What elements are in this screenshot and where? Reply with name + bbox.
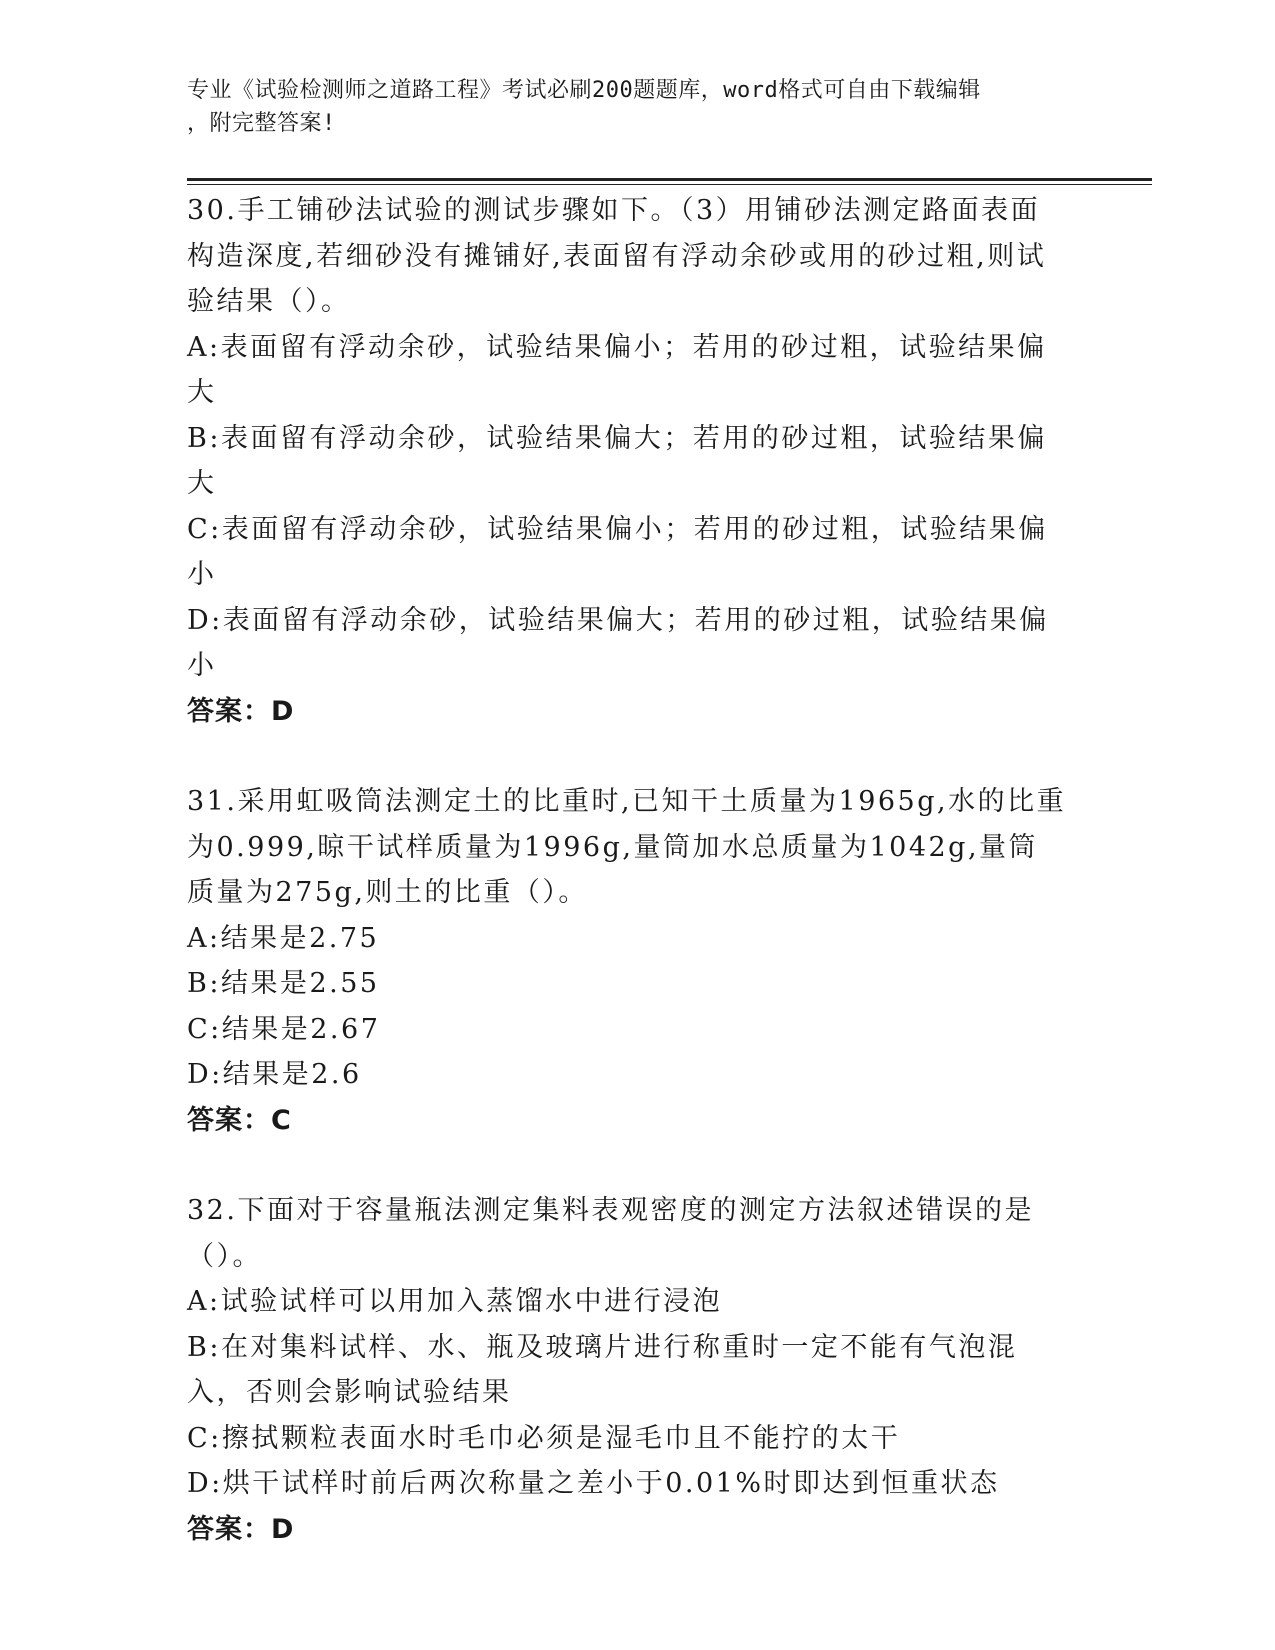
option-d: D:结果是2.6 <box>187 1059 362 1090</box>
question-text: 31.采用虹吸筒法测定土的比重时,已知干土质量为1965g,水的比重为0.999,晾干试样质量为1996g,量筒加水总质量为1042g,量筒质量为275g,则土的比重（）。 <box>187 786 1067 908</box>
question-text: 32.下面对于容量瓶法测定集料表观密度的测定方法叙述错误的是（）。 <box>187 1195 1034 1272</box>
question-spacer <box>187 1143 1067 1188</box>
answer-label: 答案：D <box>187 1513 295 1545</box>
header-line-2: ，附完整答案! <box>187 111 336 136</box>
header-line-1: 专业《试验检测师之道路工程》考试必刷200题题库，word格式可自由下载编辑 <box>187 78 981 103</box>
question-32 <box>187 1188 1067 1552</box>
answer-label: 答案：D <box>187 695 295 727</box>
question-list <box>187 188 1067 1552</box>
question-31 <box>187 779 1067 1143</box>
option-c: C:结果是2.67 <box>187 1013 381 1045</box>
document-header <box>187 74 1067 140</box>
header-divider-thick <box>187 178 1152 181</box>
option-c: C:擦拭颗粒表面水时毛巾必须是湿毛巾且不能拧的太干 <box>187 1422 901 1454</box>
answer-label: 答案：C <box>187 1104 292 1136</box>
option-b: B:结果是2.55 <box>187 968 380 999</box>
header-divider-thin <box>187 184 1152 185</box>
question-text: 30.手工铺砂法试验的测试步骤如下。（3）用铺砂法测定路面表面构造深度,若细砂没有摊铺好,表面留有浮动余砂或用的砂过粗,则试验结果（）。 <box>187 195 1047 317</box>
option-b: B:在对集料试样、水、瓶及玻璃片进行称重时一定不能有气泡混入，否则会影响试验结果 <box>187 1331 1018 1408</box>
option-d: D:表面留有浮动余砂，试验结果偏大；若用的砂过粗，试验结果偏小 <box>187 604 1049 681</box>
option-c: C:表面留有浮动余砂，试验结果偏小；若用的砂过粗，试验结果偏小 <box>187 513 1048 590</box>
option-d: D:烘干试样时前后两次称量之差小于0.01%时即达到恒重状态 <box>187 1468 1000 1499</box>
option-a: A:表面留有浮动余砂，试验结果偏小；若用的砂过粗，试验结果偏大 <box>187 331 1047 408</box>
option-a: A:结果是2.75 <box>187 922 380 954</box>
question-spacer <box>187 734 1067 779</box>
option-a: A:试验试样可以用加入蒸馏水中进行浸泡 <box>187 1286 723 1317</box>
question-30 <box>187 188 1067 734</box>
option-b: B:表面留有浮动余砂，试验结果偏大；若用的砂过粗，试验结果偏大 <box>187 422 1047 499</box>
